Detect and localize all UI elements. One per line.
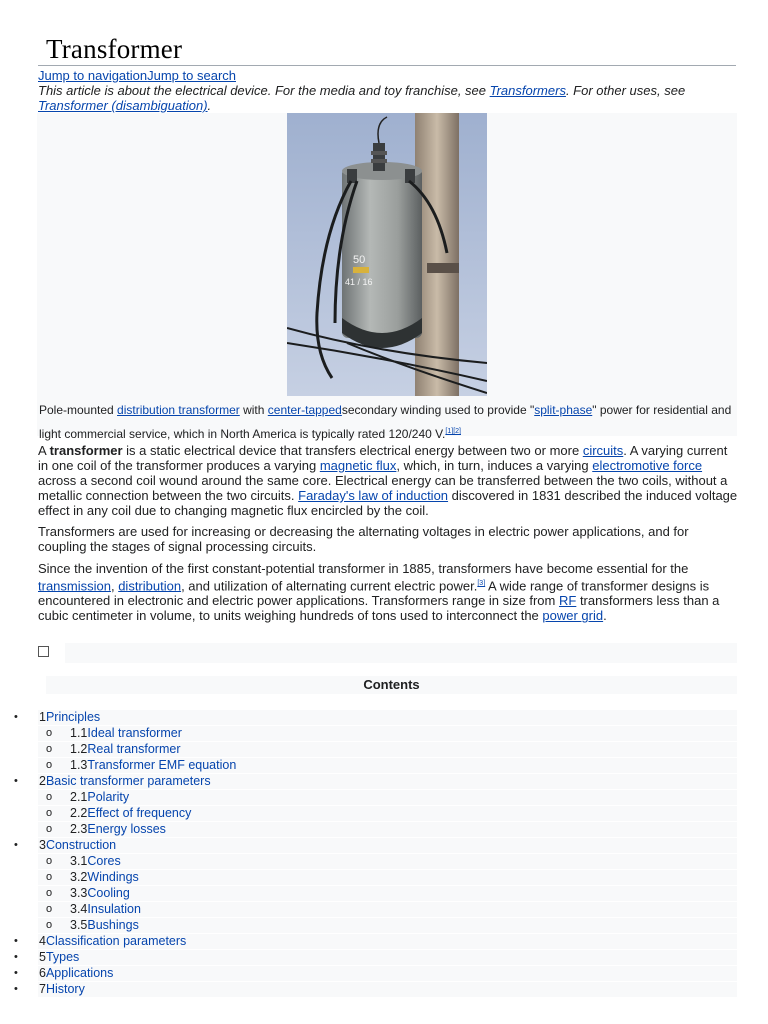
toc-label: Cooling xyxy=(87,886,130,900)
toc-link[interactable] xyxy=(70,758,236,773)
toc-bullet-icon: • xyxy=(14,983,18,995)
center-tapped-link[interactable]: center-tapped xyxy=(267,403,342,417)
toc-item-background xyxy=(38,950,737,965)
figure-caption xyxy=(39,400,734,445)
toc-title-bar xyxy=(65,643,737,663)
transformer-rating-label: 50 xyxy=(353,254,366,266)
toc-heading: Contents xyxy=(46,676,737,694)
toc-label: Effect of frequency xyxy=(87,806,192,820)
paragraph-text: . xyxy=(603,608,607,624)
toc-item[interactable] xyxy=(0,902,737,917)
transformer-rating-label: 41 / 16 xyxy=(345,277,373,287)
transformer-photo[interactable] xyxy=(287,113,487,396)
paragraph-text: across a second coil wound around the same core. Electrical energy can be transferred between the two coils, without a metallic connection between the two circuits. xyxy=(38,473,728,503)
toc-label: Transformer EMF equation xyxy=(87,758,237,772)
paragraph-text: , xyxy=(110,578,119,594)
toc-bullet-icon: • xyxy=(14,951,18,963)
title-divider xyxy=(38,65,736,66)
reference-link[interactable]: [1][2] xyxy=(445,428,461,435)
toc-circle-bullet-icon: o xyxy=(46,871,53,883)
toc-circle-bullet-icon: o xyxy=(46,791,53,803)
toc-number: 2.3 xyxy=(70,822,88,836)
toc-label: Classification parameters xyxy=(45,934,187,948)
toc-label: Polarity xyxy=(87,790,130,804)
hatnote-text: . xyxy=(207,98,212,113)
toc-number: 2.1 xyxy=(70,790,88,804)
toc-number: 1.3 xyxy=(70,758,88,772)
rf-link[interactable]: RF xyxy=(558,593,577,609)
toc-number: 2 xyxy=(39,774,46,788)
toc-item-background xyxy=(38,854,737,869)
table-of-contents xyxy=(0,710,737,998)
toc-item-background xyxy=(38,902,737,917)
toc-item[interactable] xyxy=(0,758,737,773)
split-phase-link[interactable]: split-phase xyxy=(534,403,593,417)
circuits-link[interactable]: circuits xyxy=(582,443,624,458)
toc-label: Real transformer xyxy=(87,742,181,756)
toc-circle-bullet-icon: o xyxy=(46,759,53,771)
toc-item[interactable] xyxy=(0,918,737,933)
toc-item[interactable] xyxy=(0,886,737,901)
intro-paragraph xyxy=(38,443,738,518)
toc-link[interactable] xyxy=(39,774,211,789)
bold-term: transformer xyxy=(49,443,123,458)
paragraph-text: transformers less than a cubic centimeter in volume, to units weighing hundreds of tons used to interconnect the xyxy=(38,593,720,624)
toc-link[interactable] xyxy=(70,726,182,741)
toc-label: Cores xyxy=(87,854,121,868)
toc-circle-bullet-icon: o xyxy=(46,919,53,931)
jump-to-search-link[interactable]: Jump to search xyxy=(147,68,236,83)
page-title: Transformer xyxy=(46,34,183,64)
toc-item[interactable] xyxy=(0,742,737,757)
toc-link[interactable] xyxy=(70,870,139,885)
hatnote-text: . For other uses, see xyxy=(565,83,686,98)
toc-link[interactable] xyxy=(70,806,191,821)
toc-item[interactable] xyxy=(0,806,737,821)
toc-label: History xyxy=(45,982,85,996)
toc-item[interactable] xyxy=(0,966,737,981)
toc-number: 3.1 xyxy=(70,854,88,868)
transformers-link[interactable]: Transformers xyxy=(489,83,566,98)
toc-number: 3.2 xyxy=(70,870,88,884)
distribution-link[interactable]: distribution xyxy=(118,578,182,594)
toc-label: Bushings xyxy=(87,918,139,932)
toc-item-background xyxy=(38,966,737,981)
toc-number: 3.3 xyxy=(70,886,88,900)
toc-link[interactable] xyxy=(39,838,116,853)
paragraph-text: , which, in turn, induces a varying xyxy=(396,458,593,473)
jump-links xyxy=(38,68,236,83)
toc-item-background xyxy=(38,886,737,901)
toc-number: 3.5 xyxy=(70,918,88,932)
jump-to-navigation-link[interactable]: Jump to navigation xyxy=(38,68,148,83)
toc-link[interactable] xyxy=(70,854,121,869)
toc-item-background xyxy=(38,918,737,933)
caption-text: " power for residential and light commercial service, which in North America is typically rated 120/240 V. xyxy=(39,403,732,441)
toc-circle-bullet-icon: o xyxy=(46,855,53,867)
toc-link[interactable] xyxy=(39,710,100,725)
caption-text: secondary winding used to provide " xyxy=(341,403,535,417)
toc-number: 3.4 xyxy=(70,902,88,916)
toc-link[interactable] xyxy=(70,822,166,837)
toc-number: 6 xyxy=(39,966,46,980)
toc-bullet-icon: • xyxy=(14,935,18,947)
toc-item[interactable] xyxy=(0,950,737,965)
toc-number: 1.2 xyxy=(70,742,88,756)
usage-paragraph: Transformers are used for increasing or decreasing the alternating voltages in electric power applications, and for coupling the stages of signal processing circuits. xyxy=(38,524,689,554)
toc-item[interactable] xyxy=(0,934,737,949)
toc-item-background xyxy=(38,838,737,853)
caption-text: with xyxy=(239,403,268,417)
toc-circle-bullet-icon: o xyxy=(46,903,53,915)
toc-item[interactable] xyxy=(0,774,737,789)
toc-bullet-icon: • xyxy=(14,775,18,787)
toc-item-background xyxy=(38,870,737,885)
toc-item-background xyxy=(38,710,737,725)
toc-number: 2.2 xyxy=(70,806,88,820)
toc-number: 4 xyxy=(39,934,46,948)
toc-label: Ideal transformer xyxy=(87,726,182,740)
paragraph-text: , and utilization of alternating current electric power. xyxy=(181,578,478,594)
paragraph-text: discovered in 1831 described the induced voltage effect in any coil due to changing magnetic flux encircled by the coil. xyxy=(38,488,738,518)
paragraph-text: . A varying current in one coil of the transformer produces a varying xyxy=(38,443,728,473)
toc-number: 3 xyxy=(39,838,46,852)
toc-circle-bullet-icon: o xyxy=(46,887,53,899)
toc-item-background xyxy=(38,982,737,997)
transmission-link[interactable]: transmission xyxy=(38,578,111,594)
toc-item[interactable] xyxy=(0,982,737,997)
magnetic-flux-link[interactable]: magnetic flux xyxy=(319,458,397,473)
toc-circle-bullet-icon: o xyxy=(46,823,53,835)
toc-number: 1.1 xyxy=(70,726,88,740)
distribution-transformer-link[interactable]: distribution transformer xyxy=(117,403,240,417)
electromotive-force-link[interactable]: electromotive force xyxy=(592,458,703,473)
reference-link[interactable]: [3] xyxy=(477,580,486,587)
hatnote xyxy=(38,83,708,113)
toc-item[interactable] xyxy=(0,854,737,869)
paragraph-text: is a static electrical device that transfers electrical energy between two or more xyxy=(122,443,583,458)
toc-label: Types xyxy=(45,950,80,964)
paragraph-text: A xyxy=(38,443,50,458)
toc-item-background xyxy=(38,790,737,805)
paragraph-text: A wide range of transformer designs is encountered in electronic and electric power applications. Transformers range in size from xyxy=(38,578,710,609)
toc-link[interactable] xyxy=(39,950,79,965)
toc-number: 1 xyxy=(39,710,46,724)
caption-text: Pole-mounted xyxy=(39,403,118,417)
toc-item[interactable] xyxy=(0,790,737,805)
toc-number: 5 xyxy=(39,950,46,964)
toc-circle-bullet-icon: o xyxy=(46,727,53,739)
toc-link[interactable] xyxy=(39,934,186,949)
power-grid-link[interactable]: power grid xyxy=(542,608,604,624)
toc-label: Energy losses xyxy=(87,822,166,836)
toc-link[interactable] xyxy=(70,918,139,933)
toc-link[interactable] xyxy=(70,790,129,805)
history-paragraph xyxy=(38,561,738,623)
disambiguation-link[interactable]: Transformer (disambiguation) xyxy=(38,98,208,113)
toc-item[interactable] xyxy=(0,822,737,837)
toc-item[interactable] xyxy=(0,838,737,853)
faradays-law-link[interactable]: Faraday's law of induction xyxy=(298,488,449,503)
paragraph-text: Since the invention of the first constant-potential transformer in 1885, transformers have become essential for the xyxy=(38,561,689,576)
toc-link[interactable] xyxy=(39,982,85,997)
toc-label: Applications xyxy=(45,966,114,980)
toc-item[interactable] xyxy=(0,726,737,741)
toc-number: 7 xyxy=(39,982,46,996)
toc-circle-bullet-icon: o xyxy=(46,807,53,819)
toc-bullet-icon: • xyxy=(14,711,18,723)
toc-item[interactable] xyxy=(0,710,737,725)
toc-item[interactable] xyxy=(0,870,737,885)
hatnote-text: This article is about the electrical device. For the media and toy franchise, see xyxy=(38,83,490,98)
toc-label: Insulation xyxy=(87,902,141,916)
toc-toggle-checkbox[interactable] xyxy=(38,646,49,657)
toc-link[interactable] xyxy=(70,902,141,917)
toc-link[interactable] xyxy=(70,886,130,901)
toc-link[interactable] xyxy=(39,966,113,981)
toc-bullet-icon: • xyxy=(14,967,18,979)
toc-label: Basic transformer parameters xyxy=(45,774,211,788)
toc-label: Windings xyxy=(87,870,139,884)
toc-label: Construction xyxy=(45,838,117,852)
toc-bullet-icon: • xyxy=(14,839,18,851)
toc-circle-bullet-icon: o xyxy=(46,743,53,755)
toc-link[interactable] xyxy=(70,742,180,757)
toc-label: Principles xyxy=(45,710,101,724)
